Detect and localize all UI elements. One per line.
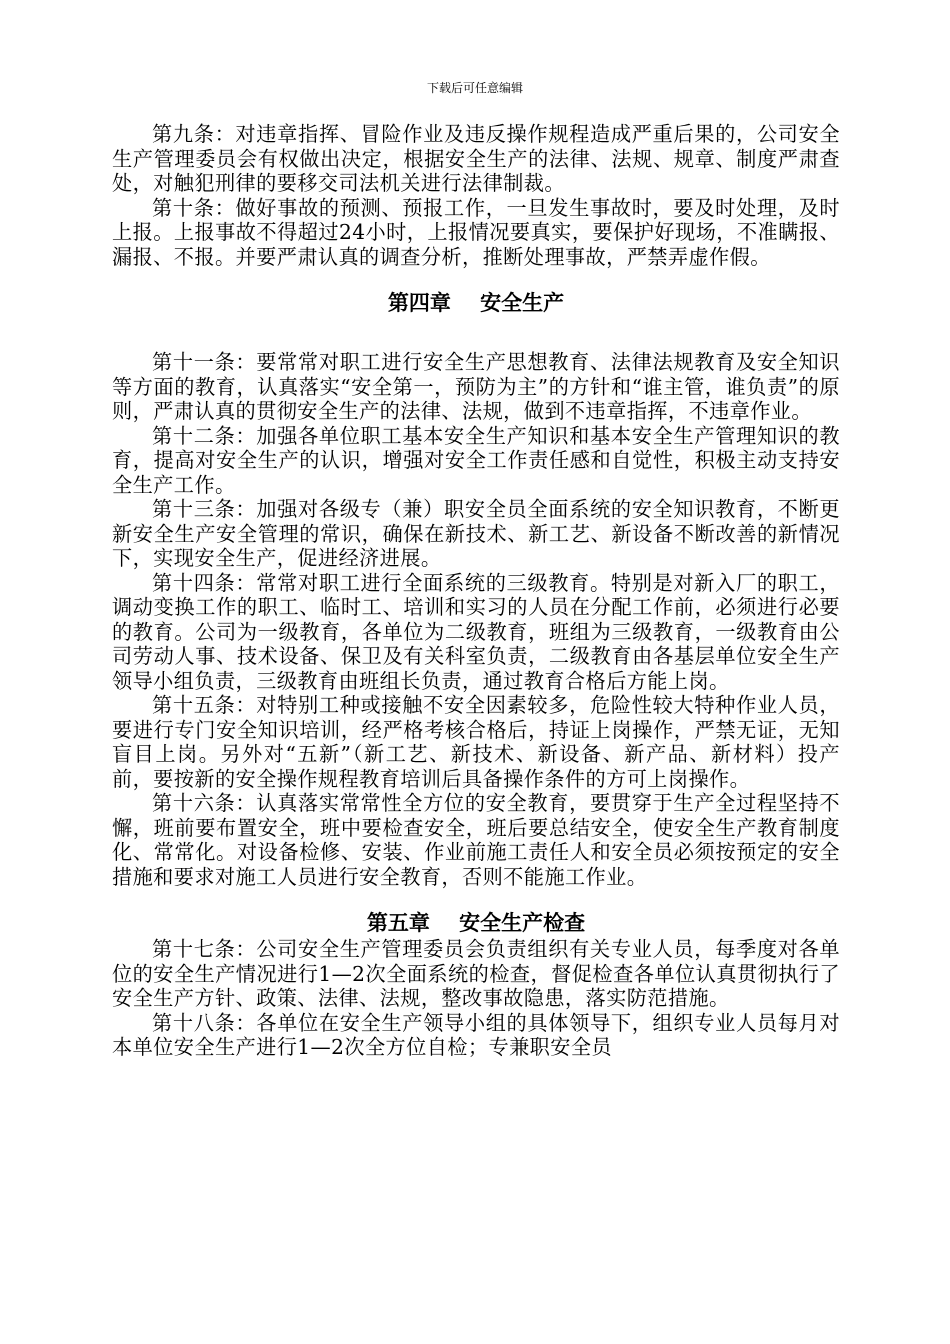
page-header-note: 下载后可任意编辑 bbox=[426, 81, 523, 95]
article-10: 第十条：做好事故的预测、预报工作，一旦发生事故时，要及时处理，及时上报。上报事故不得超过24小时，上报情况要真实，要保护好现场，不准瞒报、漏报、不报。并要严肃认真的调查分析，推断处理事故，严禁弄虚作假。 bbox=[112, 195, 840, 269]
article-18: 第十八条：各单位在安全生产领导小组的具体领导下，组织专业人员每月对本单位安全生产进行1—2次全方位自检；专兼职安全员 bbox=[112, 1010, 840, 1059]
document-body bbox=[112, 122, 840, 1060]
article-16: 第十六条：认真落实常常性全方位的安全教育，要贯穿于生产全过程坚持不懈，班前要布置安全，班中要检查安全，班后要总结安全，使安全生产教育制度化、常常化。对设备检修、安装、作业前施工责任人和安全员必须按预定的安全措施和要求对施工人员进行安全教育，否则不能施工作业。 bbox=[112, 791, 840, 889]
chapter-4-heading: 第四章 安全生产 bbox=[387, 290, 565, 315]
article-14: 第十四条：常常对职工进行全面系统的三级教育。特别是对新入厂的职工，调动变换工作的职工、临时工、培训和实习的人员在分配工作前，必须进行必要的教育。公司为一级教育，各单位为二级教育，班组为三级教育，一级教育由公司劳动人事、技术设备、保卫及有关科室负责，二级教育由各基层单位安全生产领导小组负责，三级教育由班组长负责，通过教育合格后方能上岗。 bbox=[112, 570, 840, 693]
article-12: 第十二条：加强各单位职工基本安全生产知识和基本安全生产管理知识的教育，提高对安全生产的认识，增强对安全工作责任感和自觉性，积极主动支持安全生产工作。 bbox=[112, 423, 840, 497]
article-13: 第十三条：加强对各级专（兼）职安全员全面系统的安全知识教育，不断更新安全生产安全管理的常识，确保在新技术、新工艺、新设备不断改善的新情况下，实现安全生产，促进经济进展。 bbox=[112, 497, 840, 570]
article-15: 第十五条：对特别工种或接触不安全因素较多，危险性较大特种作业人员，要进行专门安全知识培训，经严格考核合格后，持证上岗操作，严禁无证，无知盲目上岗。另外对“五新”（新工艺、新技术、新设备、新产品、新材料）投产前，要按新的安全操作规程教育培训后具备操作条件的方可上岗操作。 bbox=[112, 693, 840, 791]
article-9: 第九条：对违章指挥、冒险作业及违反操作规程造成严重后果的，公司安全生产管理委员会有权做出决定，根据安全生产的法律、法规、规章、制度严肃查处，对触犯刑律的要移交司法机关进行法律制裁。 bbox=[112, 122, 840, 195]
article-11: 第十一条：要常常对职工进行安全生产思想教育、法律法规教育及安全知识等方面的教育，认真落实“安全第一，预防为主”的方针和“谁主管，谁负责”的原则，严肃认真的贯彻安全生产的法律、法规，做到不违章指挥，不违章作业。 bbox=[112, 350, 840, 423]
article-17: 第十七条：公司安全生产管理委员会负责组织有关专业人员，每季度对各单位的安全生产情况进行1—2次全面系统的检查，督促检查各单位认真贯彻执行了安全生产方针、政策、法律、法规，整改事故隐患，落实防范措施。 bbox=[112, 937, 840, 1010]
chapter-5-heading: 第五章 安全生产检查 bbox=[366, 910, 586, 935]
